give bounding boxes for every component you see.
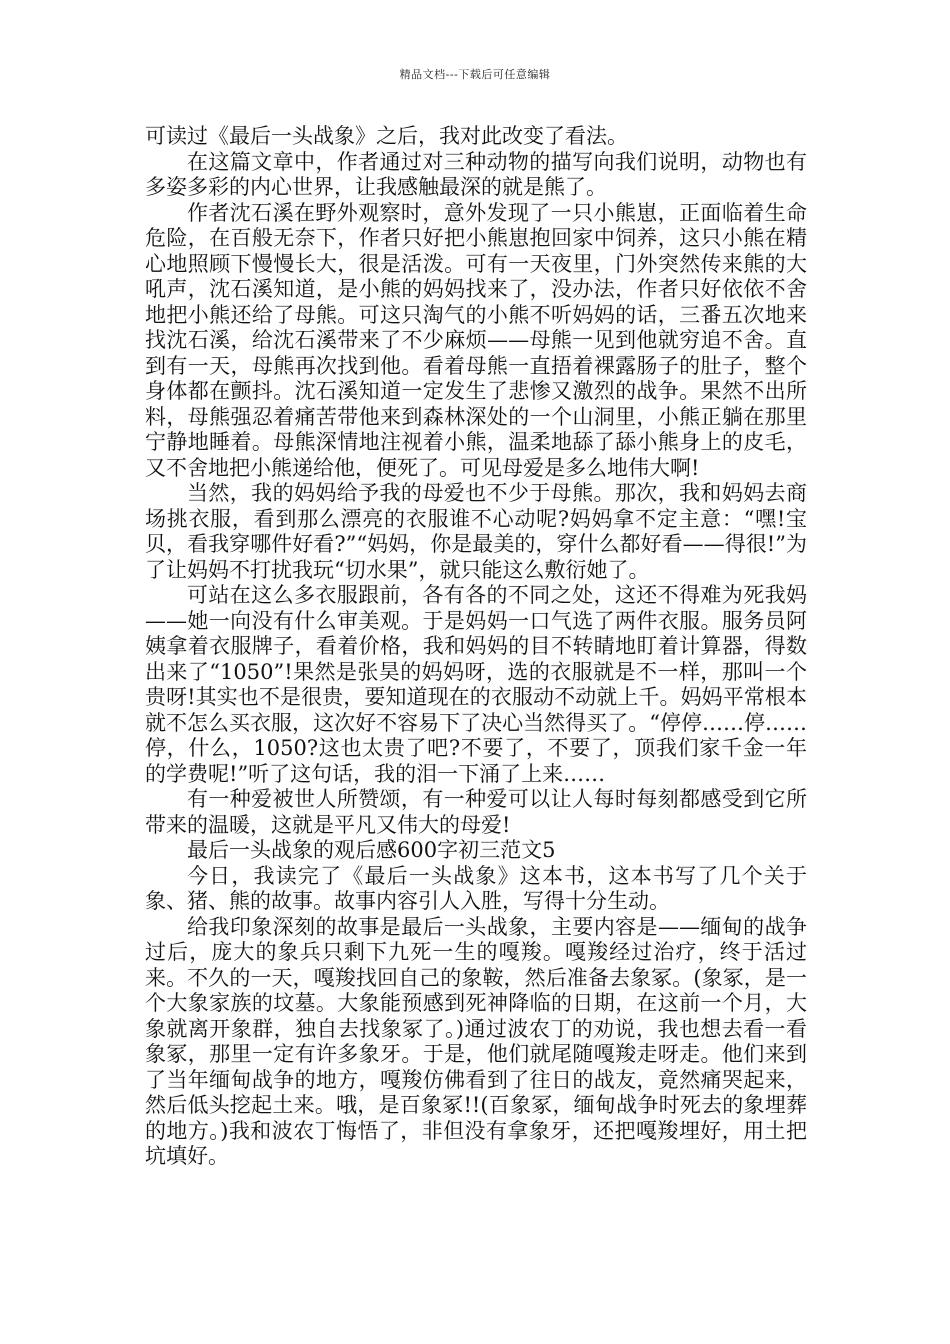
paragraph-5: 可站在这么多衣服跟前，各有各的不同之处，这还不得难为死我妈——她一向没有什么审美观。于是妈妈一口气选了两件衣服。服务员阿姨拿着衣服牌子，看着价格，我和妈妈的目不转睛地盯着计算器，得数出来了“1050”!果然是张昊的妈妈呀，选的衣服就是不一样，那叫一个贵呀!其实也不是很贵，要知道现在的衣服动不动就上千。妈妈平常根本就不怎么买衣服，这次好不容易下了决心当然得买了。“停停……停……停，什么，1050?这也太贵了吧?不要了，不要了，顶我们家千金一年的学费呢!”听了这句话，我的泪一下涌了上来……: [145, 583, 807, 786]
paragraph-8: 给我印象深刻的故事是最后一头战象，主要内容是——缅甸的战争过后，庞大的象兵只剩下九死一生的嘎羧。嘎羧经过治疗，终于活过来。不久的一天，嘎羧找回自己的象鞍，然后准备去象冢。(象冢，是一个大象家族的坟墓。大象能预感到死神降临的日期，在这前一个月，大象就离开象群，独自去找象冢了。)通过波农丁的劝说，我也想去看一看象冢，那里一定有许多象牙。于是，他们就尾随嘎羧走呀走。他们来到了当年缅甸战争的地方，嘎羧仿佛看到了往日的战友，竟然痛哭起来，然后低头挖起土来。哦，是百象冢!!(百象冢，缅甸战争时死去的象埋葬的地方。)我和波农丁悔悟了，非但没有拿象牙，还把嘎羧埋好，用土把坑填好。: [145, 914, 807, 1168]
page-header: 精品文档---下载后可任意编辑: [399, 68, 551, 81]
paragraph-3: 作者沈石溪在野外观察时，意外发现了一只小熊崽，正面临着生命危险，在百般无奈下，作者只好把小熊崽抱回家中饲养，这只小熊在精心地照顾下慢慢长大，很是活泼。可有一天夜里，门外突然传来熊的大吼声，沈石溪知道，是小熊的妈妈找来了，没办法，作者只好依依不舍地把小熊还给了母熊。可这只淘气的小熊不听妈妈的话，三番五次地来找沈石溪，给沈石溪带来了不少麻烦——母熊一见到他就穷追不舍。直到有一天，母熊再次找到他。看着母熊一直捂着裸露肠子的肚子，整个身体都在颤抖。沈石溪知道一定发生了悲惨又激烈的战争。果然不出所料，母熊强忍着痛苦带他来到森林深处的一个山洞里，小熊正躺在那里宁静地睡着。母熊深情地注视着小熊，温柔地舔了舔小熊身上的皮毛，又不舍地把小熊递给他，便死了。可见母爱是多么地伟大啊!: [145, 200, 807, 480]
section-title: 最后一头战象的观后感600字初三范文5: [187, 838, 556, 862]
paragraph-2: 在这篇文章中，作者通过对三种动物的描写向我们说明，动物也有多姿多彩的内心世界，让我感触最深的就是熊了。: [145, 149, 807, 199]
paragraph-4: 当然，我的妈妈给予我的母爱也不少于母熊。那次，我和妈妈去商场挑衣服，看到那么漂亮的衣服谁不心动呢?妈妈拿不定主意：“嘿!宝贝，看我穿哪件好看?”“妈妈，你是最美的，穿什么都好看——得很!”为了让妈妈不打扰我玩“切水果”，就只能这么敷衍她了。: [145, 481, 807, 582]
document-body: [145, 124, 807, 1170]
paragraph-1: 可读过《最后一头战象》之后，我对此改变了看法。: [145, 124, 628, 148]
paragraph-6: 有一种爱被世人所赞颂，有一种爱可以让人每时每刻都感受到它所带来的温暖，这就是平凡又伟大的母爱!: [145, 787, 807, 837]
paragraph-7: 今日，我读完了《最后一头战象》这本书，这本书写了几个关于象、猪、熊的故事。故事内容引人入胜，写得十分生动。: [145, 863, 807, 913]
